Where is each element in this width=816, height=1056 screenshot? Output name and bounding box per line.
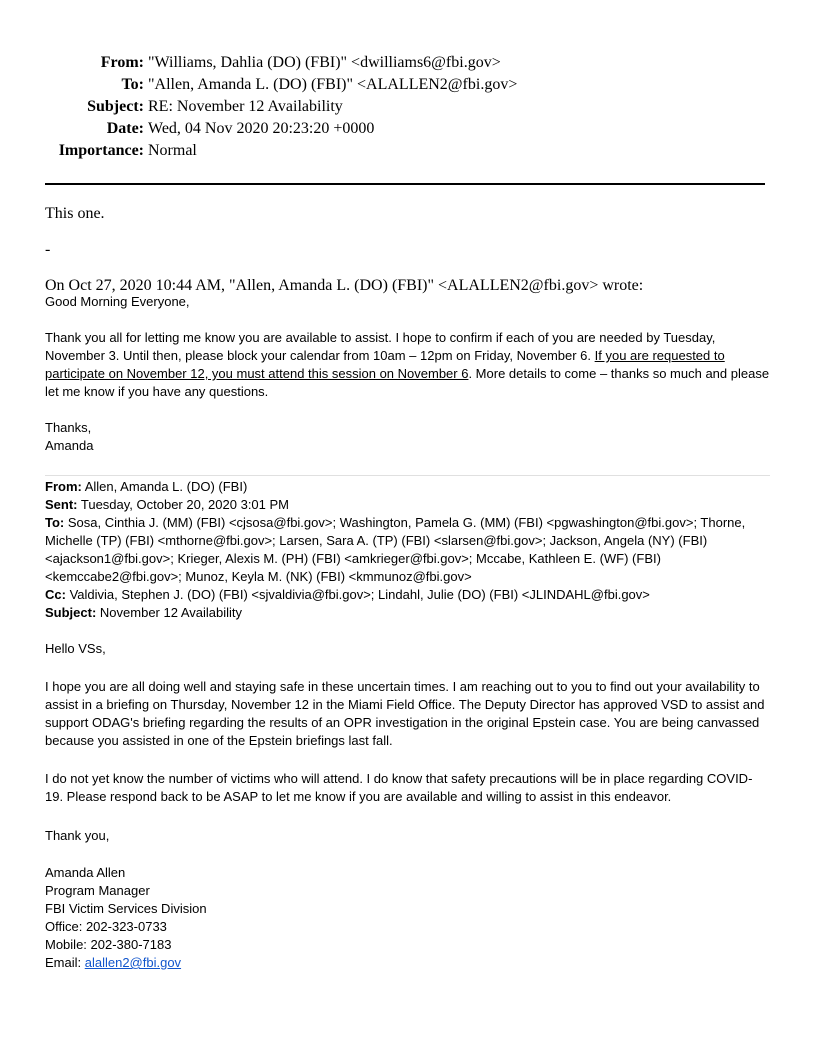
forwarded-to-label: To: [45, 515, 65, 530]
forwarded-subject-value: November 12 Availability [96, 605, 243, 620]
quote-intro: On Oct 27, 2020 10:44 AM, "Allen, Amanda L. (DO) (FBI)" <ALALLEN2@fbi.gov> wrote: [45, 277, 644, 294]
header-to-label: To: [121, 76, 144, 93]
header-to-value: "Allen, Amanda L. (DO) (FBI)" <ALALLEN2@fbi.gov> [148, 76, 518, 93]
reply-dash: - [45, 241, 51, 258]
header-importance-row [45, 140, 765, 162]
message1-para-underlined: If you are requested to participate on November 12, you must attend this session on November 6 [45, 348, 725, 381]
signature-email-label: Email: [45, 955, 85, 970]
message1-name: Amanda [45, 438, 94, 453]
signature-office: Office: 202-323-0733 [45, 919, 167, 934]
forwarded-header [45, 478, 770, 622]
signature-name: Amanda Allen [45, 865, 126, 880]
forwarded-sent-row [45, 496, 770, 514]
header-subject-label: Subject: [87, 98, 144, 115]
header-divider [45, 183, 765, 185]
message1-greeting: Good Morning Everyone, [45, 294, 190, 309]
email-header [45, 52, 765, 162]
message2-closing: Thank you, [45, 828, 110, 843]
message1-para-end: . More details to come – thanks so much and please let me know if you have any questions. [45, 366, 770, 399]
message2-greeting: Hello VSs, [45, 641, 106, 656]
header-date-label: Date: [106, 120, 144, 137]
message1-thanks: Thanks, [45, 420, 92, 435]
forwarded-from-row [45, 478, 770, 496]
forward-divider [45, 475, 770, 476]
forwarded-from-label: From: [45, 479, 82, 494]
forwarded-to-value: Sosa, Cinthia J. (MM) (FBI) <cjsosa@fbi.gov>; Washington, Pamela G. (MM) (FBI) <pgwashington@fbi.gov>; Thorne, Michelle (TP) (FBI) <mthorne@fbi.gov>; Larsen, Sara A. (TP) (FBI) <slarsen@fbi.gov>; Jackson, Angela (NY) (FBI) <ajackson1@fbi.gov>; Krieger, Alexis M. (PH) (FBI) <amkrieger@fbi.gov>; Mccabe, Kathleen E. (WF) (FBI) <kemccabe2@fbi.gov>; Munoz, Keyla M. (NK) (FBI) <kmmunoz@fbi.gov> [45, 515, 746, 584]
header-importance-value: Normal [148, 142, 197, 159]
message1-para-start: Thank you all for letting me know you are available to assist. I hope to confirm if each of you are needed by Tuesday, November 3. Until then, please block your calendar from 10am – 12pm on Friday, November 6. [45, 330, 716, 363]
signature-mobile: Mobile: 202-380-7183 [45, 937, 172, 952]
forwarded-from-value: Allen, Amanda L. (DO) (FBI) [81, 479, 248, 494]
header-subject-row [45, 96, 765, 118]
header-date-row [45, 118, 765, 140]
forwarded-sent-value: Tuesday, October 20, 2020 3:01 PM [77, 497, 289, 512]
signature-division: FBI Victim Services Division [45, 901, 207, 916]
header-from-row [45, 52, 765, 74]
forwarded-subject-label: Subject: [45, 605, 97, 620]
message2-paragraph-2: I do not yet know the number of victims who will attend. I do know that safety precautions will be in place regarding COVID-19. Please respond back to be ASAP to let me know if you are available and willing to assist in this endeavor. [45, 771, 753, 804]
forwarded-cc-value: Valdivia, Stephen J. (DO) (FBI) <sjvaldivia@fbi.gov>; Lindahl, Julie (DO) (FBI) <JLINDAHL@fbi.gov> [65, 587, 650, 602]
forwarded-to-row [45, 514, 770, 586]
forwarded-cc-label: Cc: [45, 587, 66, 602]
header-to-row [45, 74, 765, 96]
signature-title: Program Manager [45, 883, 150, 898]
signature-block [45, 864, 770, 972]
header-from-value: "Williams, Dahlia (DO) (FBI)" <dwilliams6@fbi.gov> [148, 54, 501, 71]
forwarded-cc-row [45, 586, 770, 604]
forwarded-subject-row [45, 604, 770, 622]
header-from-label: From: [100, 54, 144, 71]
header-importance-label: Importance: [58, 142, 144, 159]
header-date-value: Wed, 04 Nov 2020 20:23:20 +0000 [148, 120, 375, 137]
message1-paragraph [45, 329, 770, 401]
signature-email-link[interactable]: alallen2@fbi.gov [84, 955, 182, 970]
forwarded-sent-label: Sent: [45, 497, 78, 512]
header-subject-value: RE: November 12 Availability [148, 98, 343, 115]
message2-paragraph-1: I hope you are all doing well and staying safe in these uncertain times. I am reaching out to you to find out your availability to assist in a briefing on Thursday, November 12 in the Miami Field Office. The Deputy Director has approved VSD to assist and support ODAG's briefing regarding the results of an OPR investigation in the original Epstein case. You are being canvassed because you assisted in one of the Epstein briefings last fall. [45, 679, 765, 748]
signature-email-row [45, 954, 770, 972]
reply-body: This one. [45, 205, 105, 222]
